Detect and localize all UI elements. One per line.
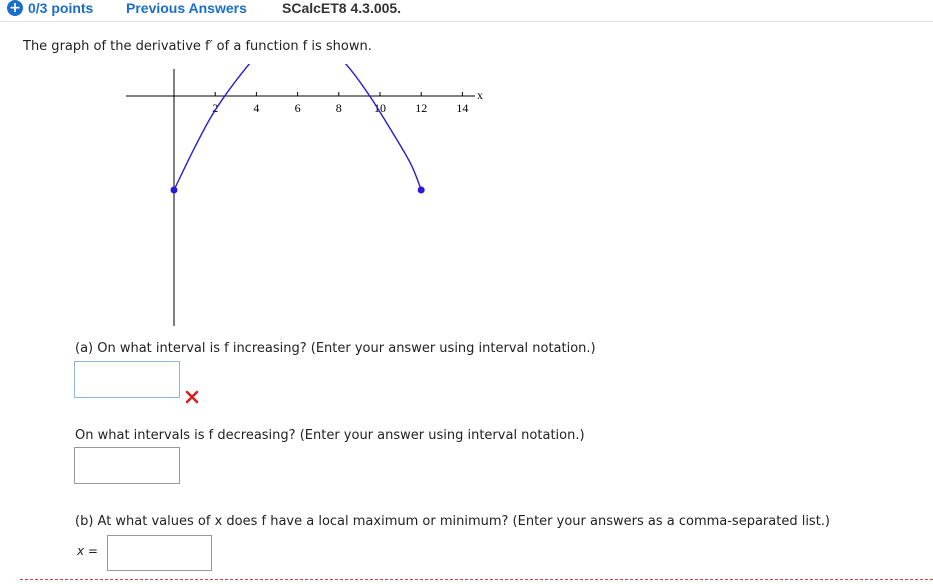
question-intro: The graph of the derivative f′ of a function f is shown. <box>23 39 372 54</box>
curve-endpoint <box>171 187 178 194</box>
x-axis-label: x <box>477 88 483 102</box>
red-x-icon <box>184 389 200 405</box>
curve-endpoint <box>418 187 425 194</box>
x-tick-label: 8 <box>335 101 342 115</box>
x-tick-label: 2 <box>212 101 219 115</box>
section-separator <box>20 579 933 580</box>
header-bar <box>0 0 933 20</box>
increasing-interval-input[interactable] <box>74 361 180 398</box>
x-tick-label: 12 <box>415 101 428 115</box>
part-b-question: (b) At what values of x does f have a local maximum or minimum? (Enter your answers as a comma-separated list.) <box>75 514 831 529</box>
x-equals-label: x = <box>77 544 98 558</box>
derivative-graph <box>120 64 490 329</box>
x-tick-label: 14 <box>456 101 469 115</box>
points-label: 0/3 points <box>28 0 94 16</box>
header-divider <box>0 21 933 22</box>
previous-answers-link[interactable]: Previous Answers <box>126 0 247 16</box>
part-a-question: (a) On what interval is f increasing? (Enter your answer using interval notation.) <box>75 341 596 356</box>
extrema-input[interactable] <box>107 535 212 571</box>
decreasing-interval-input[interactable] <box>74 447 180 484</box>
x-tick-label: 6 <box>294 101 301 115</box>
plus-circle-icon[interactable]: + <box>7 0 23 16</box>
derivative-curve <box>174 64 421 190</box>
x-tick-label: 10 <box>374 101 386 115</box>
problem-code: SCalcET8 4.3.005. <box>282 0 402 16</box>
part-a2-question: On what intervals is f decreasing? (Enter your answer using interval notation.) <box>75 428 585 443</box>
x-tick-label: 4 <box>253 101 260 115</box>
